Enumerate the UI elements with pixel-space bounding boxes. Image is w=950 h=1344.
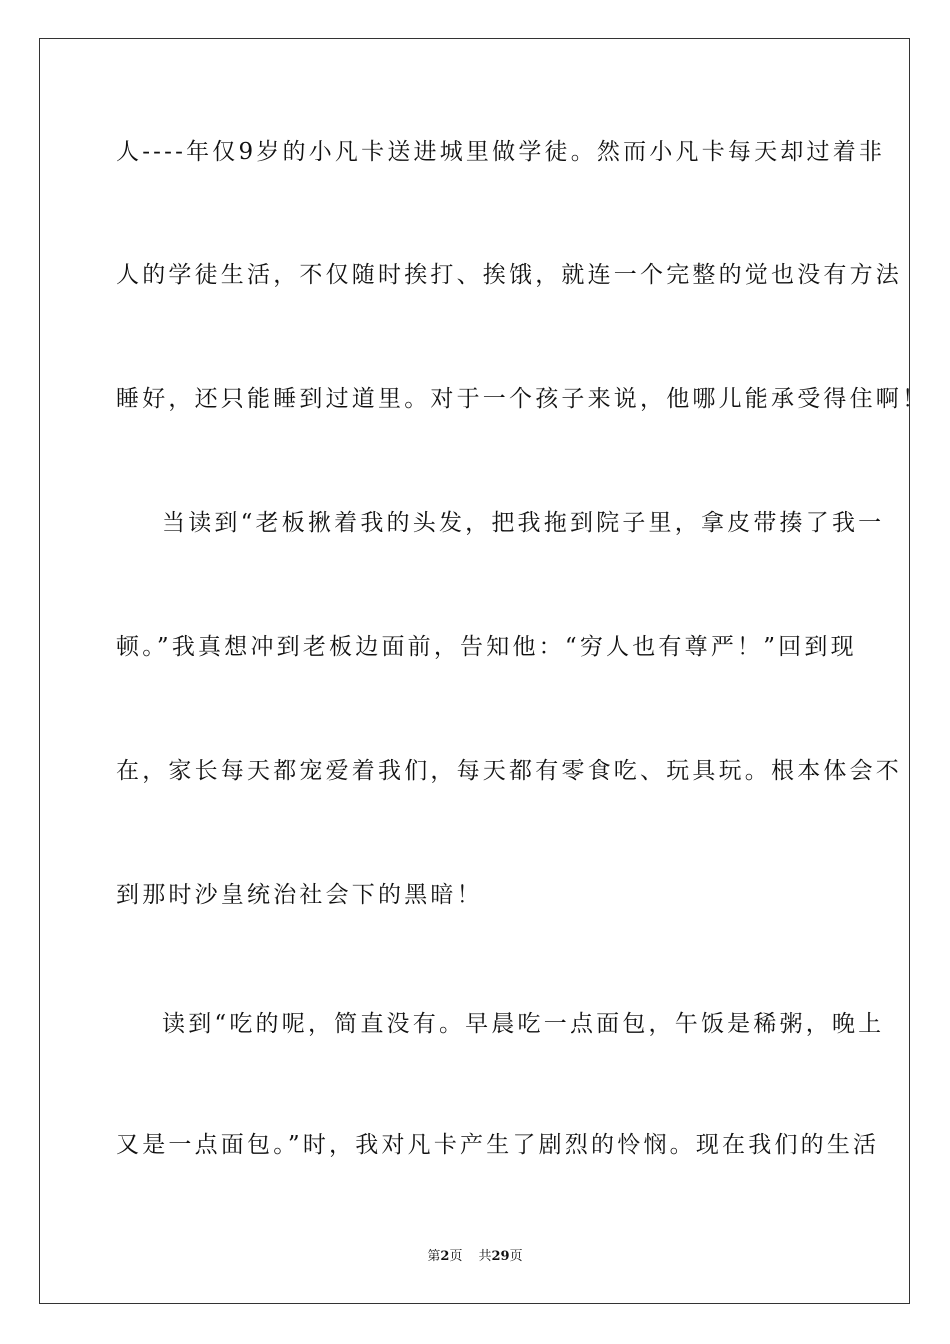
footer-page-number: 2 <box>440 1249 450 1264</box>
page-footer <box>0 1248 950 1266</box>
body-line-3: 睡好，还只能睡到过道里。对于一个孩子来说，他哪儿能承受得住啊！ <box>116 386 929 412</box>
body-line-8: 读到“吃的呢，简直没有。早晨吃一点面包，午饭是稀粥，晚上 <box>162 1011 885 1037</box>
footer-total-prefix: 共 <box>478 1249 492 1264</box>
body-line-9: 又是一点面包。”时，我对凡卡产生了剧烈的怜悯。现在我们的生活 <box>116 1132 880 1158</box>
body-line-5: 顿。”我真想冲到老板边面前，告知他：“穷人也有尊严！”回到现 <box>116 634 857 660</box>
body-line-6: 在，家长每天都宠爱着我们，每天都有零食吃、玩具玩。根本体会不 <box>116 758 902 784</box>
page-border <box>39 38 929 1304</box>
body-line-2: 人的学徒生活，不仅随时挨打、挨饿，就连一个完整的觉也没有方法 <box>116 262 902 288</box>
footer-total-number: 29 <box>491 1249 510 1264</box>
footer-total-suffix: 页 <box>509 1249 523 1264</box>
body-line-4: 当读到“老板揪着我的头发，把我拖到院子里，拿皮带揍了我一 <box>162 510 885 536</box>
body-line-7: 到那时沙皇统治社会下的黑暗！ <box>116 882 483 908</box>
body-line-1: 人----年仅9岁的小凡卡送进城里做学徒。然而小凡卡每天却过着非 <box>116 139 886 165</box>
footer-page-suffix: 页 <box>449 1249 463 1264</box>
footer-page-prefix: 第 <box>427 1249 441 1264</box>
